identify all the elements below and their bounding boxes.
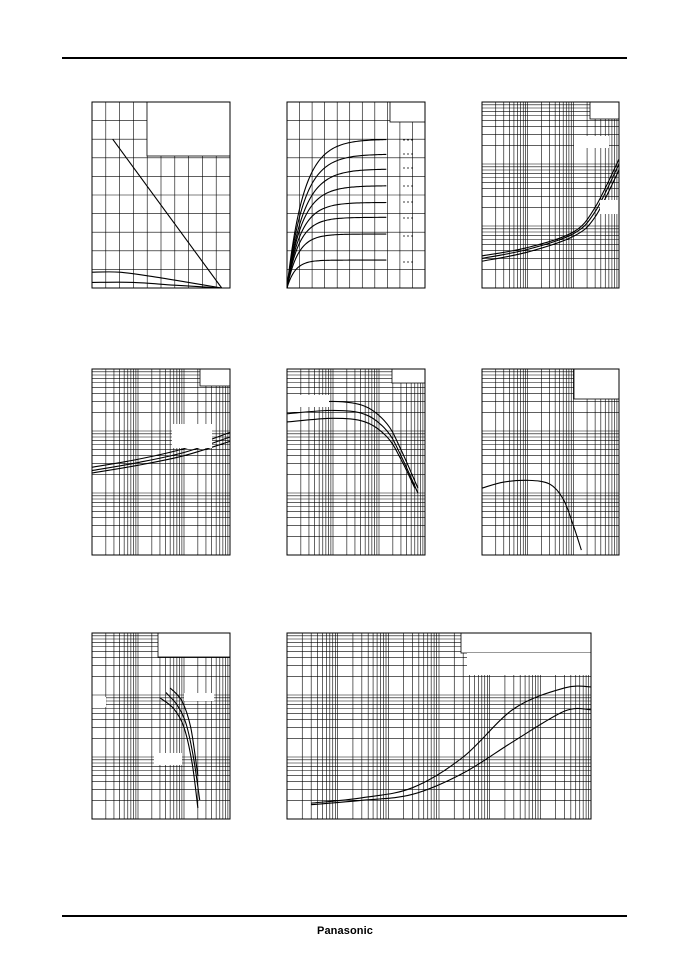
chart-2 — [287, 102, 425, 288]
legend-box — [461, 633, 591, 653]
legend-box — [200, 369, 230, 386]
chart-1 — [92, 102, 230, 288]
plot-background — [92, 369, 230, 555]
footer-rule — [62, 915, 627, 917]
chart-3 — [482, 102, 619, 288]
legend-box — [172, 424, 212, 448]
legend-box — [287, 395, 329, 407]
chart-7 — [92, 633, 230, 819]
legend-box — [154, 753, 182, 765]
chart-8 — [287, 633, 591, 819]
legend-box — [574, 136, 609, 148]
legend-box — [590, 102, 619, 119]
legend-box — [147, 102, 230, 156]
chart-5 — [287, 369, 425, 555]
legend-box — [467, 653, 591, 675]
legend-box — [574, 369, 619, 399]
legend-box — [184, 693, 214, 701]
chart-6 — [482, 369, 619, 555]
legend-box — [600, 200, 619, 214]
plot-background — [92, 633, 230, 819]
plot-background — [482, 102, 619, 288]
legend-box — [390, 102, 425, 122]
legend-box — [158, 633, 230, 657]
legend-box — [392, 369, 425, 383]
chart-4 — [92, 369, 230, 555]
brand-logo: Panasonic — [317, 925, 373, 937]
header-rule — [62, 57, 627, 59]
legend-box — [92, 697, 106, 707]
